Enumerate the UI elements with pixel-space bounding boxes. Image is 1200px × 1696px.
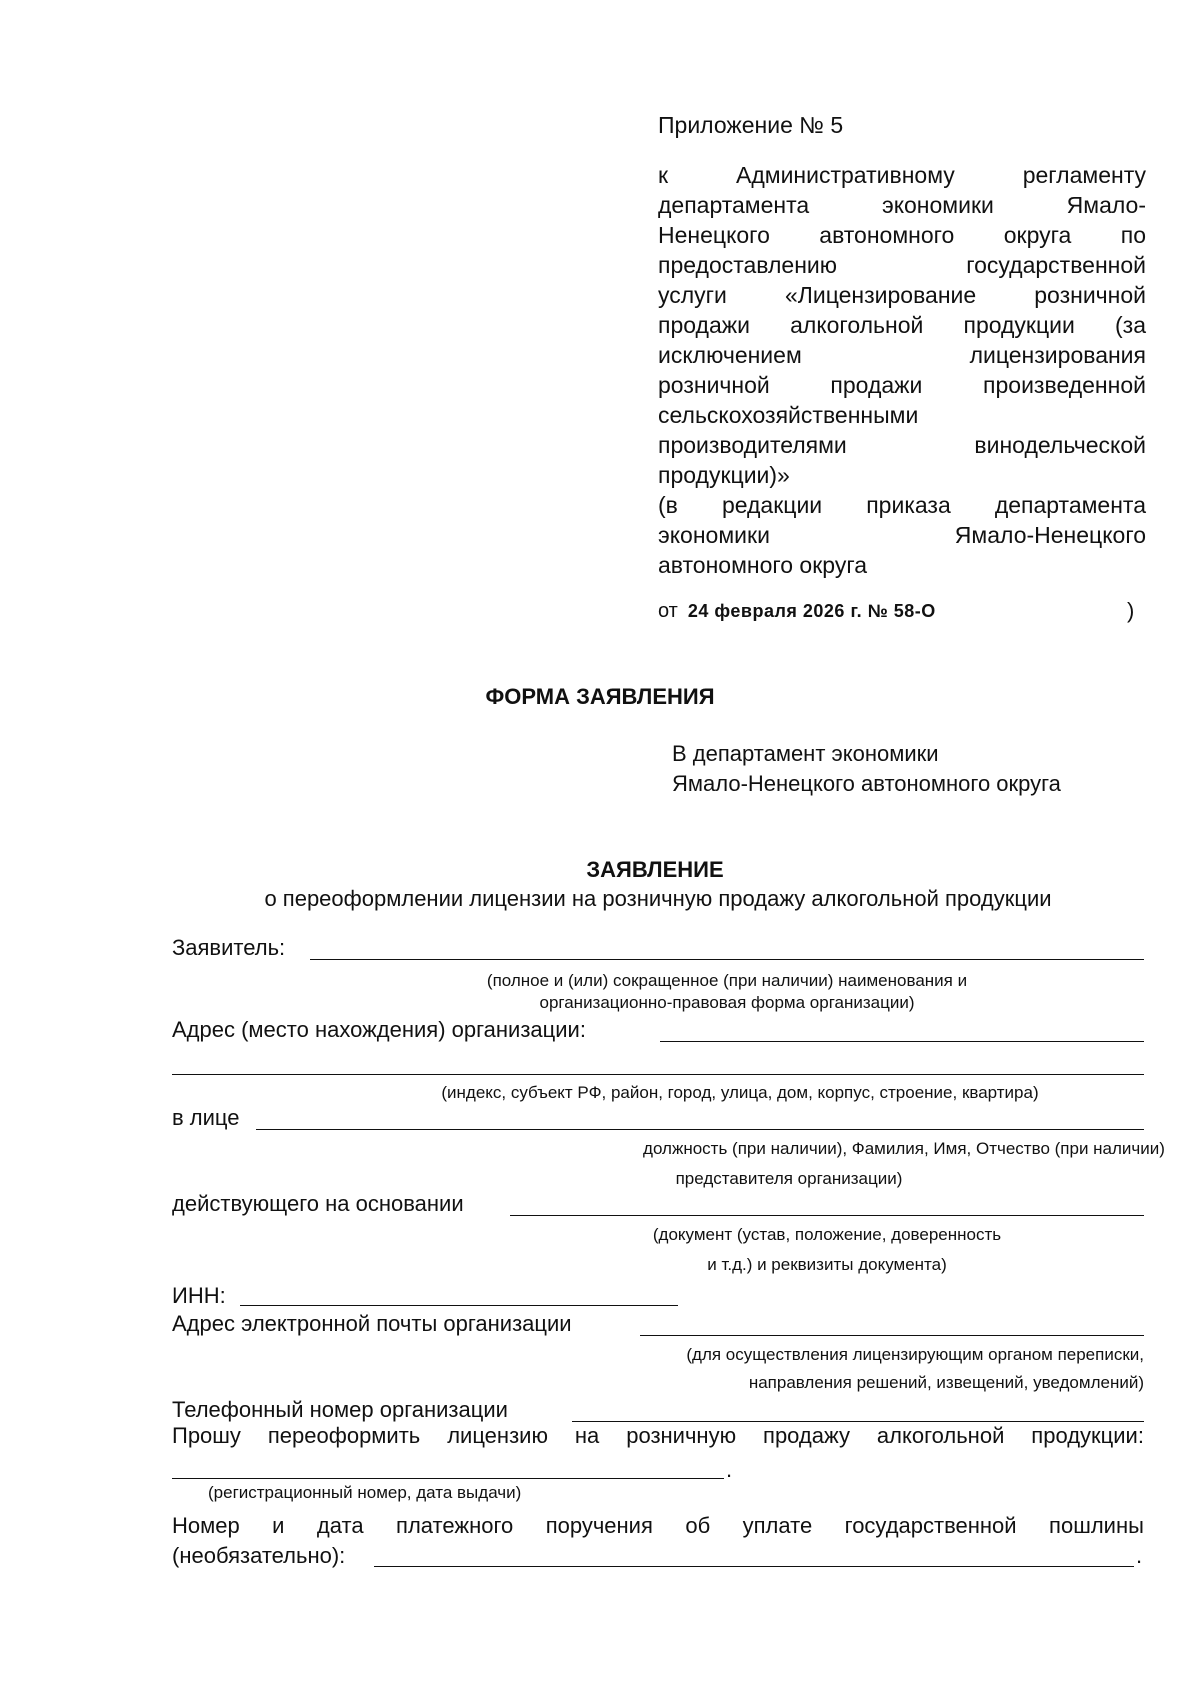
appendix-word: редакции: [721, 492, 823, 518]
basis-field[interactable]: [510, 1215, 1144, 1216]
applicant-label: Заявитель:: [172, 935, 286, 960]
payment-word: уплате: [742, 1513, 813, 1538]
applicant-field[interactable]: [310, 959, 1144, 960]
address-label: Адрес (место нахождения) организации:: [172, 1017, 586, 1042]
order-prefix: от: [658, 600, 678, 622]
appendix-block: [658, 110, 1146, 580]
address-hint: (индекс, субъект РФ, район, город, улица, дом, корпус, строение, квартира): [441, 1083, 1039, 1102]
appendix-word: (за: [1115, 312, 1146, 338]
inn-field[interactable]: [240, 1305, 678, 1306]
payment-word: государственной: [844, 1513, 1017, 1538]
appendix-word: автономного: [819, 222, 955, 248]
address-field-continuation[interactable]: [172, 1074, 1144, 1075]
basis-hint-1: (документ (устав, положение, доверенность: [652, 1225, 1002, 1244]
appendix-word: Ямало-: [1066, 192, 1146, 218]
appendix-text-a: [658, 160, 1146, 400]
appendix-word: Ямало-Ненецкого: [954, 522, 1146, 548]
appendix-word: услуги: [658, 282, 727, 308]
appendix-line: сельскохозяйственными: [658, 402, 919, 428]
appendix-word: к: [658, 162, 669, 188]
appendix-line: [658, 340, 1146, 370]
appendix-text-b: [658, 490, 1146, 550]
basis-hint-2: и т.д.) и реквизиты документа): [707, 1255, 947, 1274]
appendix-word: по: [1120, 222, 1146, 248]
email-label: Адрес электронной почты организации: [172, 1311, 572, 1336]
person-hint-2: представителя организации): [675, 1169, 903, 1188]
appendix-line: [658, 520, 1146, 550]
payment-label: (необязательно):: [172, 1543, 346, 1568]
appendix-word: округа: [1003, 222, 1072, 248]
email-hint-2: направления решений, извещений, уведомлений): [748, 1373, 1144, 1392]
appendix-word: исключением: [658, 342, 802, 368]
appendix-line: автономного округа: [658, 552, 867, 578]
payment-end-period: .: [1136, 1543, 1143, 1568]
person-label: в лице: [172, 1105, 240, 1130]
appendix-word: продажи: [658, 312, 750, 338]
basis-label: действующего на основании: [172, 1191, 464, 1216]
appendix-line: [658, 430, 1146, 460]
license-end-period: .: [726, 1457, 733, 1482]
request-word: розничную: [626, 1423, 737, 1448]
email-field[interactable]: [640, 1335, 1144, 1336]
applicant-hint-1: (полное и (или) сокращенное (при наличии) наименования и: [486, 971, 968, 990]
appendix-word: департамента: [994, 492, 1146, 518]
appendix-word: предоставлению: [658, 252, 838, 278]
payment-word: пошлины: [1049, 1513, 1144, 1538]
payment-field[interactable]: [374, 1566, 1134, 1567]
order-value: 24 февраля 2026 г. № 58-О: [687, 601, 936, 621]
request-text: [172, 1422, 1144, 1450]
appendix-word: (в: [658, 492, 678, 518]
statement-title: ЗАЯВЛЕНИЕ: [586, 857, 724, 882]
appendix-line: [658, 220, 1146, 250]
addressee-line-1: В департамент экономики: [672, 741, 939, 766]
license-hint: (регистрационный номер, дата выдачи): [208, 1483, 522, 1502]
appendix-line: [658, 160, 1146, 190]
appendix-word: «Лицензирование: [784, 282, 977, 308]
appendix-line: [658, 310, 1146, 340]
person-hint-1: должность (при наличии), Фамилия, Имя, Отчество (при наличии): [643, 1139, 1165, 1158]
request-word: переоформить: [267, 1423, 421, 1448]
address-field[interactable]: [660, 1041, 1144, 1042]
request-word: продукции:: [1031, 1423, 1144, 1448]
payment-word: об: [685, 1513, 711, 1538]
applicant-hint-2: организационно-правовая форма организации): [539, 993, 915, 1012]
phone-label: Телефонный номер организации: [172, 1397, 508, 1422]
appendix-word: Ненецкого: [658, 222, 770, 248]
order-reference: [658, 598, 936, 624]
appendix-word: алкогольной: [790, 312, 924, 338]
payment-word: дата: [316, 1513, 364, 1538]
appendix-line: продукции)»: [658, 462, 790, 488]
appendix-word: розничной: [658, 372, 770, 398]
appendix-word: продукции: [963, 312, 1075, 338]
request-word: лицензию: [447, 1423, 548, 1448]
appendix-word: Административному: [736, 162, 955, 188]
appendix-line: [658, 490, 1146, 520]
appendix-word: государственной: [966, 252, 1146, 278]
appendix-word: регламенту: [1022, 162, 1146, 188]
appendix-word: приказа: [866, 492, 951, 518]
payment-word: Номер: [172, 1513, 240, 1538]
appendix-line: [658, 280, 1146, 310]
appendix-word: продажи: [830, 372, 923, 398]
payment-text: [172, 1512, 1144, 1540]
request-word: Прошу: [172, 1423, 241, 1448]
form-title: ФОРМА ЗАЯВЛЕНИЯ: [485, 684, 715, 709]
appendix-text-9: [658, 430, 1146, 460]
payment-word: поручения: [545, 1513, 653, 1538]
appendix-word: лицензирования: [969, 342, 1146, 368]
appendix-word: винодельческой: [974, 432, 1146, 458]
appendix-word: розничной: [1034, 282, 1146, 308]
request-word: алкогольной: [876, 1423, 1005, 1448]
appendix-line: [658, 190, 1146, 220]
appendix-line: [658, 370, 1146, 400]
request-word: на: [574, 1423, 600, 1448]
appendix-title: Приложение № 5: [658, 112, 844, 138]
person-field[interactable]: [256, 1129, 1144, 1130]
email-hint-1: (для осуществления лицензирующим органом переписки,: [686, 1345, 1144, 1364]
appendix-word: экономики: [658, 522, 770, 548]
license-number-field[interactable]: [172, 1478, 724, 1479]
appendix-word: экономики: [881, 192, 994, 218]
order-close-paren: ): [1127, 598, 1135, 623]
appendix-word: департамента: [658, 192, 810, 218]
appendix-line: [658, 250, 1146, 280]
statement-subtitle: о переоформлении лицензии на розничную продажу алкогольной продукции: [264, 886, 1052, 911]
appendix-word: произведенной: [983, 372, 1146, 398]
payment-word: платежного: [396, 1513, 514, 1538]
payment-word: и: [272, 1513, 285, 1538]
request-word: продажу: [763, 1423, 850, 1448]
addressee-line-2: Ямало-Ненецкого автономного округа: [672, 771, 1061, 796]
appendix-word: производителями: [658, 432, 847, 458]
inn-label: ИНН:: [172, 1283, 226, 1308]
